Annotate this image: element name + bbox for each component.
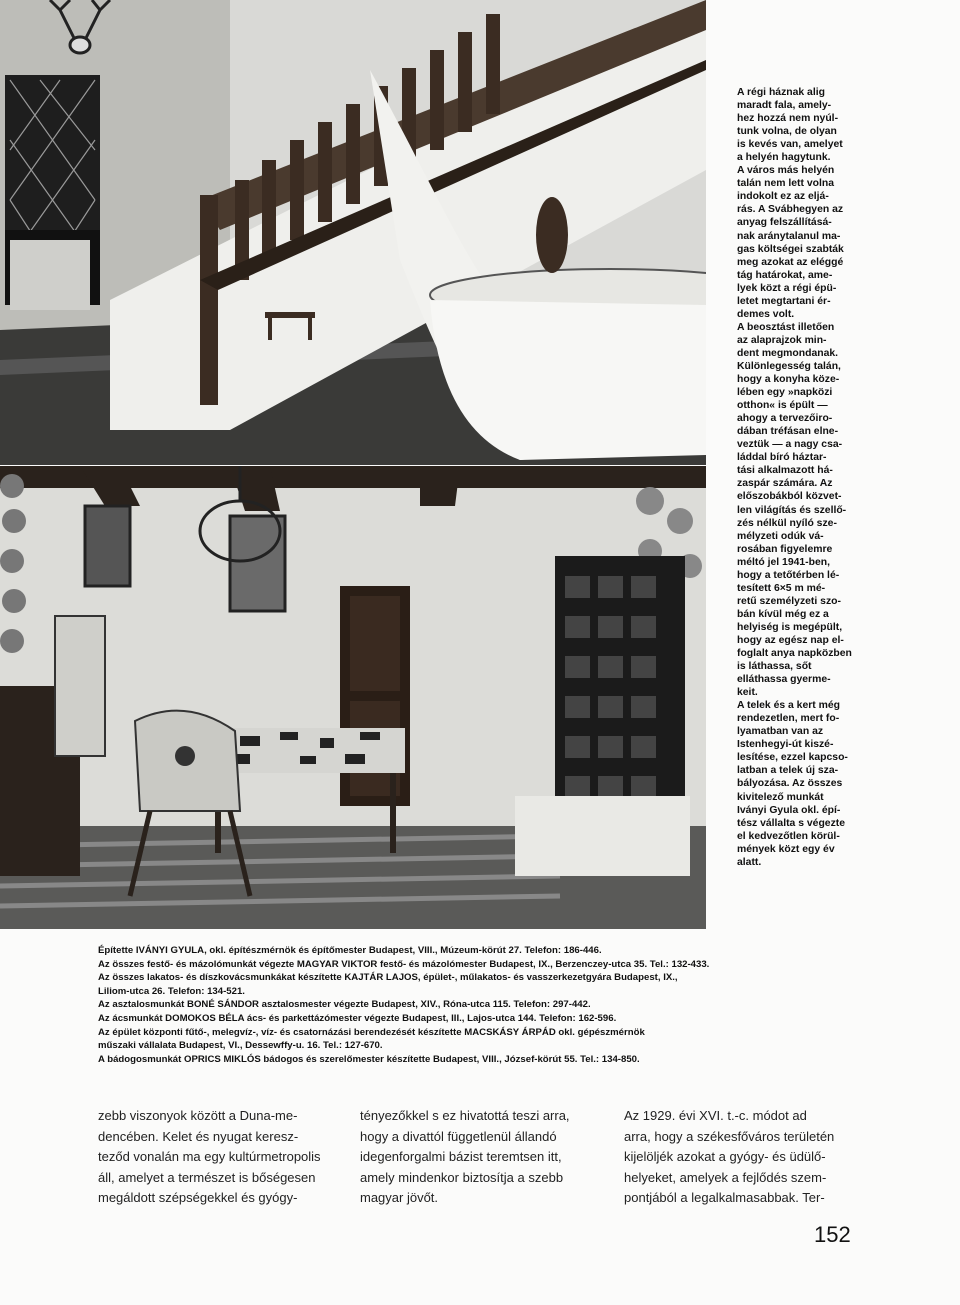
credit-line: Liliom-utca 26. Telefon: 134-521. (98, 985, 245, 997)
caption-line: tási alkalmazott há- (737, 465, 833, 477)
caption-line: rás. A Svábhegyen az (737, 204, 844, 216)
caption-line: A régi háznak alig (737, 87, 825, 98)
caption-line: hez hozzá nem nyúl- (737, 113, 839, 125)
caption-line: retű személyzeti szo- (737, 595, 841, 607)
body-line: Az 1929. évi XVI. t.-c. módot ad (624, 1108, 807, 1123)
credit-line: Az asztalosmunkát BONÉ SÁNDOR asztalosmester végezte Budapest, XIV., Róna-utca 115. Telefon: 297-442. (98, 999, 591, 1011)
credit-line: műszaki vállalata Budapest, VI., Dessewffy-u. 16. Tel.: 127-670. (98, 1040, 383, 1052)
caption-line: rosában figyelemre (737, 543, 833, 555)
body-line: hogy a divattól függetlenül állandó (360, 1128, 557, 1144)
body-line: dencében. Kelet és nyugat keresz- (98, 1128, 299, 1144)
caption-line: mélyzeti odúk vá- (737, 530, 824, 542)
body-line: áll, amelyet a természet is bőségesen (98, 1169, 316, 1185)
caption-line: foglalt anya napközben (737, 648, 852, 660)
caption-line: hogy az egész nap el- (737, 634, 844, 646)
caption-line: elláthassa gyerme- (737, 674, 831, 686)
caption-line: lyek közt a régi épü- (737, 282, 837, 294)
caption-line: letet megtartani ér- (737, 295, 831, 307)
caption-line: előszobákból közvet- (737, 491, 842, 503)
caption-line: bályozása. Az összes (737, 778, 843, 790)
caption-line: Iványi Gyula okl. épí- (737, 804, 841, 816)
caption-line: A telek és a kert még (737, 700, 840, 712)
caption-line: a helyén hagytunk. (737, 152, 831, 164)
caption-line: ahogy a tervezőiro- (737, 413, 833, 425)
body-line: pontjából a legalkalmasabbak. Ter- (624, 1190, 825, 1205)
side-caption (737, 86, 871, 869)
caption-line: is láthassa, sőt (737, 661, 812, 673)
caption-line: otthon« is épült — (737, 400, 828, 412)
body-column-3 (624, 1106, 864, 1209)
caption-line: keit. (737, 687, 758, 699)
caption-line: kivitelező munkát (737, 791, 824, 803)
dining-room-illustration (0, 466, 706, 929)
caption-line: lesítése, ezzel kapcso- (737, 752, 848, 764)
caption-line: el kedvezőtlen körül- (737, 830, 840, 842)
caption-line: dában tréfásan elne- (737, 426, 839, 438)
body-line: magyar jövőt. (360, 1190, 439, 1205)
credit-line: Az összes festő- és mázolómunkát végezte MAGYAR VIKTOR festő- és mázolómester Budapest, IX., Berzenczey-utca 35. Tel.: 132-433. (98, 958, 710, 970)
body-column-1 (98, 1106, 338, 1209)
body-line: zebb viszonyok között a Duna-me- (98, 1108, 298, 1123)
page-number: 152 (814, 1222, 851, 1247)
caption-line: indokolt ez az eljá- (737, 191, 829, 203)
caption-line: latban a telek új sza- (737, 765, 839, 777)
body-column-2 (360, 1106, 600, 1209)
body-line: teződ vonalán ma egy kultúrmetropolis (98, 1149, 321, 1164)
caption-line: anyag felszállításá- (737, 217, 832, 229)
caption-line: tág határokat, ame- (737, 269, 833, 281)
caption-line: lében egy »napközi (737, 387, 833, 399)
body-line: arra, hogy a székesfőváros területén (624, 1128, 835, 1144)
caption-line: talán nem lett volna (737, 178, 835, 190)
caption-line: láddal bíró háztar- (737, 452, 827, 464)
caption-line: veztük — a nagy csa- (737, 439, 843, 451)
credit-line: A bádogosmunkát OPRICS MIKLÓS bádogos és szerelőmester készítette Budapest, VIII., József-körút 55. Tel.: 134-850. (98, 1053, 640, 1065)
caption-line: maradt fala, amely- (737, 100, 832, 112)
body-line: kijelöljék azokat a gyógy- és üdülő- (624, 1149, 826, 1164)
caption-line: nak aránytalanul ma- (737, 230, 841, 242)
caption-line: Különlegesség talán, (737, 360, 841, 372)
caption-line: bán kívül még ez a (737, 608, 829, 620)
caption-line: az alaprajzok min- (737, 334, 827, 346)
caption-line: gas költségei szabták (737, 243, 844, 255)
staircase-photo (0, 0, 706, 465)
caption-line: demes volt. (737, 308, 795, 320)
caption-line: hogy a tetőtérben lé- (737, 569, 840, 581)
caption-line: len világítás és szellő- (737, 504, 847, 516)
caption-line: zaspár számára. Az (737, 478, 833, 490)
caption-line: méltó jel 1941-ben, (737, 556, 830, 568)
body-line: amely mindenkor biztosítja a szebb (360, 1169, 564, 1185)
caption-line: Istenhegyi-út kiszé- (737, 739, 834, 751)
body-line: megáldott szépségekkel és gyógy- (98, 1190, 298, 1205)
caption-line: tunk volna, de olyan (737, 126, 837, 138)
caption-line: mények közt egy év (737, 843, 835, 855)
body-line: tényezőkkel s ez hivatottá teszi arra, (360, 1108, 570, 1123)
credit-line: Az épület központi fűtő-, melegvíz-, víz- és csatornázási berendezését készítette MACSKÁSY ÁRPÁD okl. gépészmérnök (98, 1026, 645, 1038)
credit-line: Az ácsmunkát DOMOKOS BÉLA ács- és parkettázómester végezte Budapest, III., Lajos-utca 144. Telefon: 162-596. (98, 1012, 617, 1024)
caption-line: tesített 6×5 m mé- (737, 582, 826, 594)
caption-line: rendezetlen, mert fo- (737, 713, 840, 725)
body-line: helyeket, amelyek a fejlődés szem- (624, 1169, 827, 1185)
caption-line: A város más helyén (737, 165, 835, 177)
caption-line: dent megmondanak. (737, 347, 839, 359)
caption-line: is kevés van, amelyet (737, 139, 843, 151)
caption-line: meg azokat az eléggé (737, 256, 844, 268)
caption-line: lyamatban van az (737, 726, 824, 738)
contractor-credits (98, 944, 878, 1066)
caption-line: hogy a konyha köze- (737, 374, 840, 386)
caption-line: alatt. (737, 856, 762, 868)
staircase-illustration (0, 0, 706, 465)
caption-line: tész vállalta s végezte (737, 817, 846, 829)
credit-line: Az összes lakatos- és díszkovácsmunkákat készítette KAJTÁR LAJOS, épület-, műlakatos- és vasszerkezetgyára Budapest, IX., (98, 972, 678, 984)
body-line: idegenforgalmi bázist teremtsen itt, (360, 1149, 562, 1164)
caption-line: zés nélkül nyíló sze- (737, 517, 837, 529)
caption-line: helyiség is megépült, (737, 621, 843, 633)
credit-line: Építette IVÁNYI GYULA, okl. építészmérnök és építőmester Budapest, VIII., Múzeum-körút 27. Telefon: 186-446. (98, 945, 602, 956)
caption-line: A beosztást illetően (737, 321, 835, 333)
dining-room-photo (0, 466, 706, 929)
